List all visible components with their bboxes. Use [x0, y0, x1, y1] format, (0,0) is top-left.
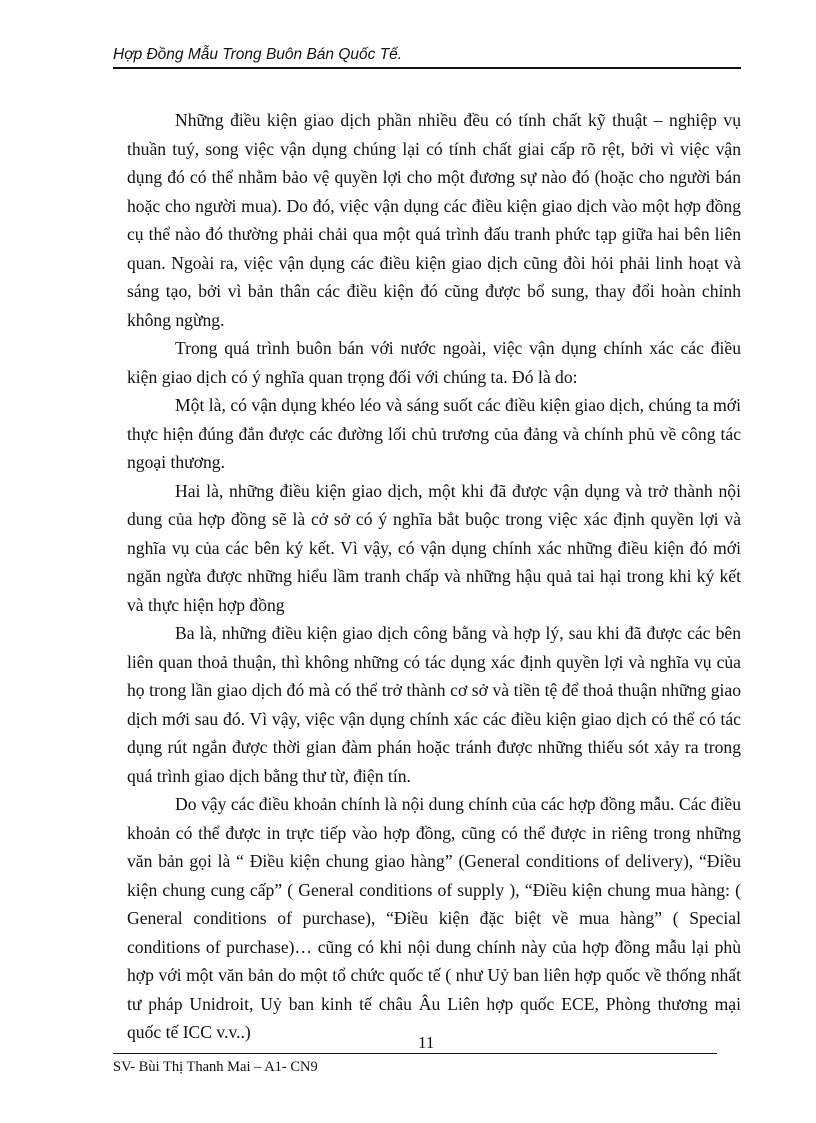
- paragraph-3: Một là, có vận dụng khéo léo và sáng suốt các điều kiện giao dịch, chúng ta mới thực hiện đúng đắn được các đường lối chủ trương của đảng và chính phủ về công tác ngoại thương.: [127, 395, 741, 472]
- paragraph-5: Ba là, những điều kiện giao dịch công bằng và hợp lý, sau khi đã được các bên liên quan thoả thuận, thì không những có tác dụng xác định quyền lợi và nghĩa vụ của họ trong lần giao dịch đó mà có thể trở thành cơ sở và tiền tệ để thoả thuận những giao dịch mới sau đó. Vì vậy, việc vận dụng chính xác các điều kiện giao dịch có thể có tác dụng rút ngắn được thời gian đàm phán hoặc tránh được những thiếu sót xảy ra trong quá trình giao dịch bằng thư từ, điện tín.: [127, 623, 741, 786]
- paragraph-4: Hai là, những điều kiện giao dịch, một khi đã được vận dụng và trở thành nội dung của hợp đồng sẽ là cở sở có ý nghĩa bắt buộc trong việc xác định quyền lợi và nghĩa vụ của các bên ký kết. Vì vậy, có vận dụng chính xác những điều kiện đó mới ngăn ngừa được những hiểu lầm tranh chấp và những hậu quả tai hại trong khi ký kết và thực hiện hợp đồng: [127, 480, 741, 615]
- header-rule: [113, 67, 741, 69]
- document-body: [127, 106, 741, 1047]
- paragraph-1: Những điều kiện giao dịch phần nhiều đều có tính chất kỹ thuật – nghiệp vụ thuần tuý, song việc vận dụng chúng lại có tính chất giai cấp rõ rệt, bởi vì việc vận dụng đó có thể nhằm bảo vệ quyền lợi cho một đương sự nào đó (hoặc cho người bán hoặc cho người mua). Do đó, việc vận dụng các điều kiện giao dịch vào một hợp đồng cụ thể nào đó thường phải chải qua một quá trình đấu tranh phức tạp giữa hai bên liên quan. Ngoài ra, việc vận dụng các điều kiện giao dịch cũng đòi hỏi phải linh hoạt và sáng tạo, bởi vì bản thân các điều kiện đó cũng được bổ sung, thay đổi hoàn chỉnh không ngừng.: [127, 110, 741, 330]
- page-number: 11: [418, 1033, 435, 1052]
- footer-author: SV- Bùi Thị Thanh Mai – A1- CN9: [113, 1059, 318, 1075]
- running-header: Hợp Đồng Mẫu Trong Buôn Bán Quốc Tế.: [113, 46, 403, 63]
- paragraph-6: Do vậy các điều khoản chính là nội dung chính của các hợp đồng mẫu. Các điều khoản có thể được in trực tiếp vào hợp đồng, cũng có thể được in riêng trong những văn bản gọi là “ Điều kiện chung giao hàng” (General conditions of delivery), “Điều kiện chung cung cấp” ( General conditions of supply ), “Điều kiện chung mua hàng: ( General conditions of purchase), “Điều kiện đặc biệt về mua hàng” ( Special conditions of purchase)… cũng có khi nội dung chính này của hợp đồng mẫu lại phù hợp với một văn bản do một tổ chức quốc tế ( như Uỷ ban liên hợp quốc về thống nhất tư pháp Unidroit, Uỷ ban kinh tế châu Âu Liên hợp quốc ECE, Phòng thương mại quốc tế ICC v.v..): [127, 794, 741, 1042]
- paragraph-2: Trong quá trình buôn bán với nước ngoài, việc vận dụng chính xác các điều kiện giao dịch có ý nghĩa quan trọng đối với chúng ta. Đó là do:: [127, 338, 741, 387]
- footer-rule: [113, 1053, 717, 1054]
